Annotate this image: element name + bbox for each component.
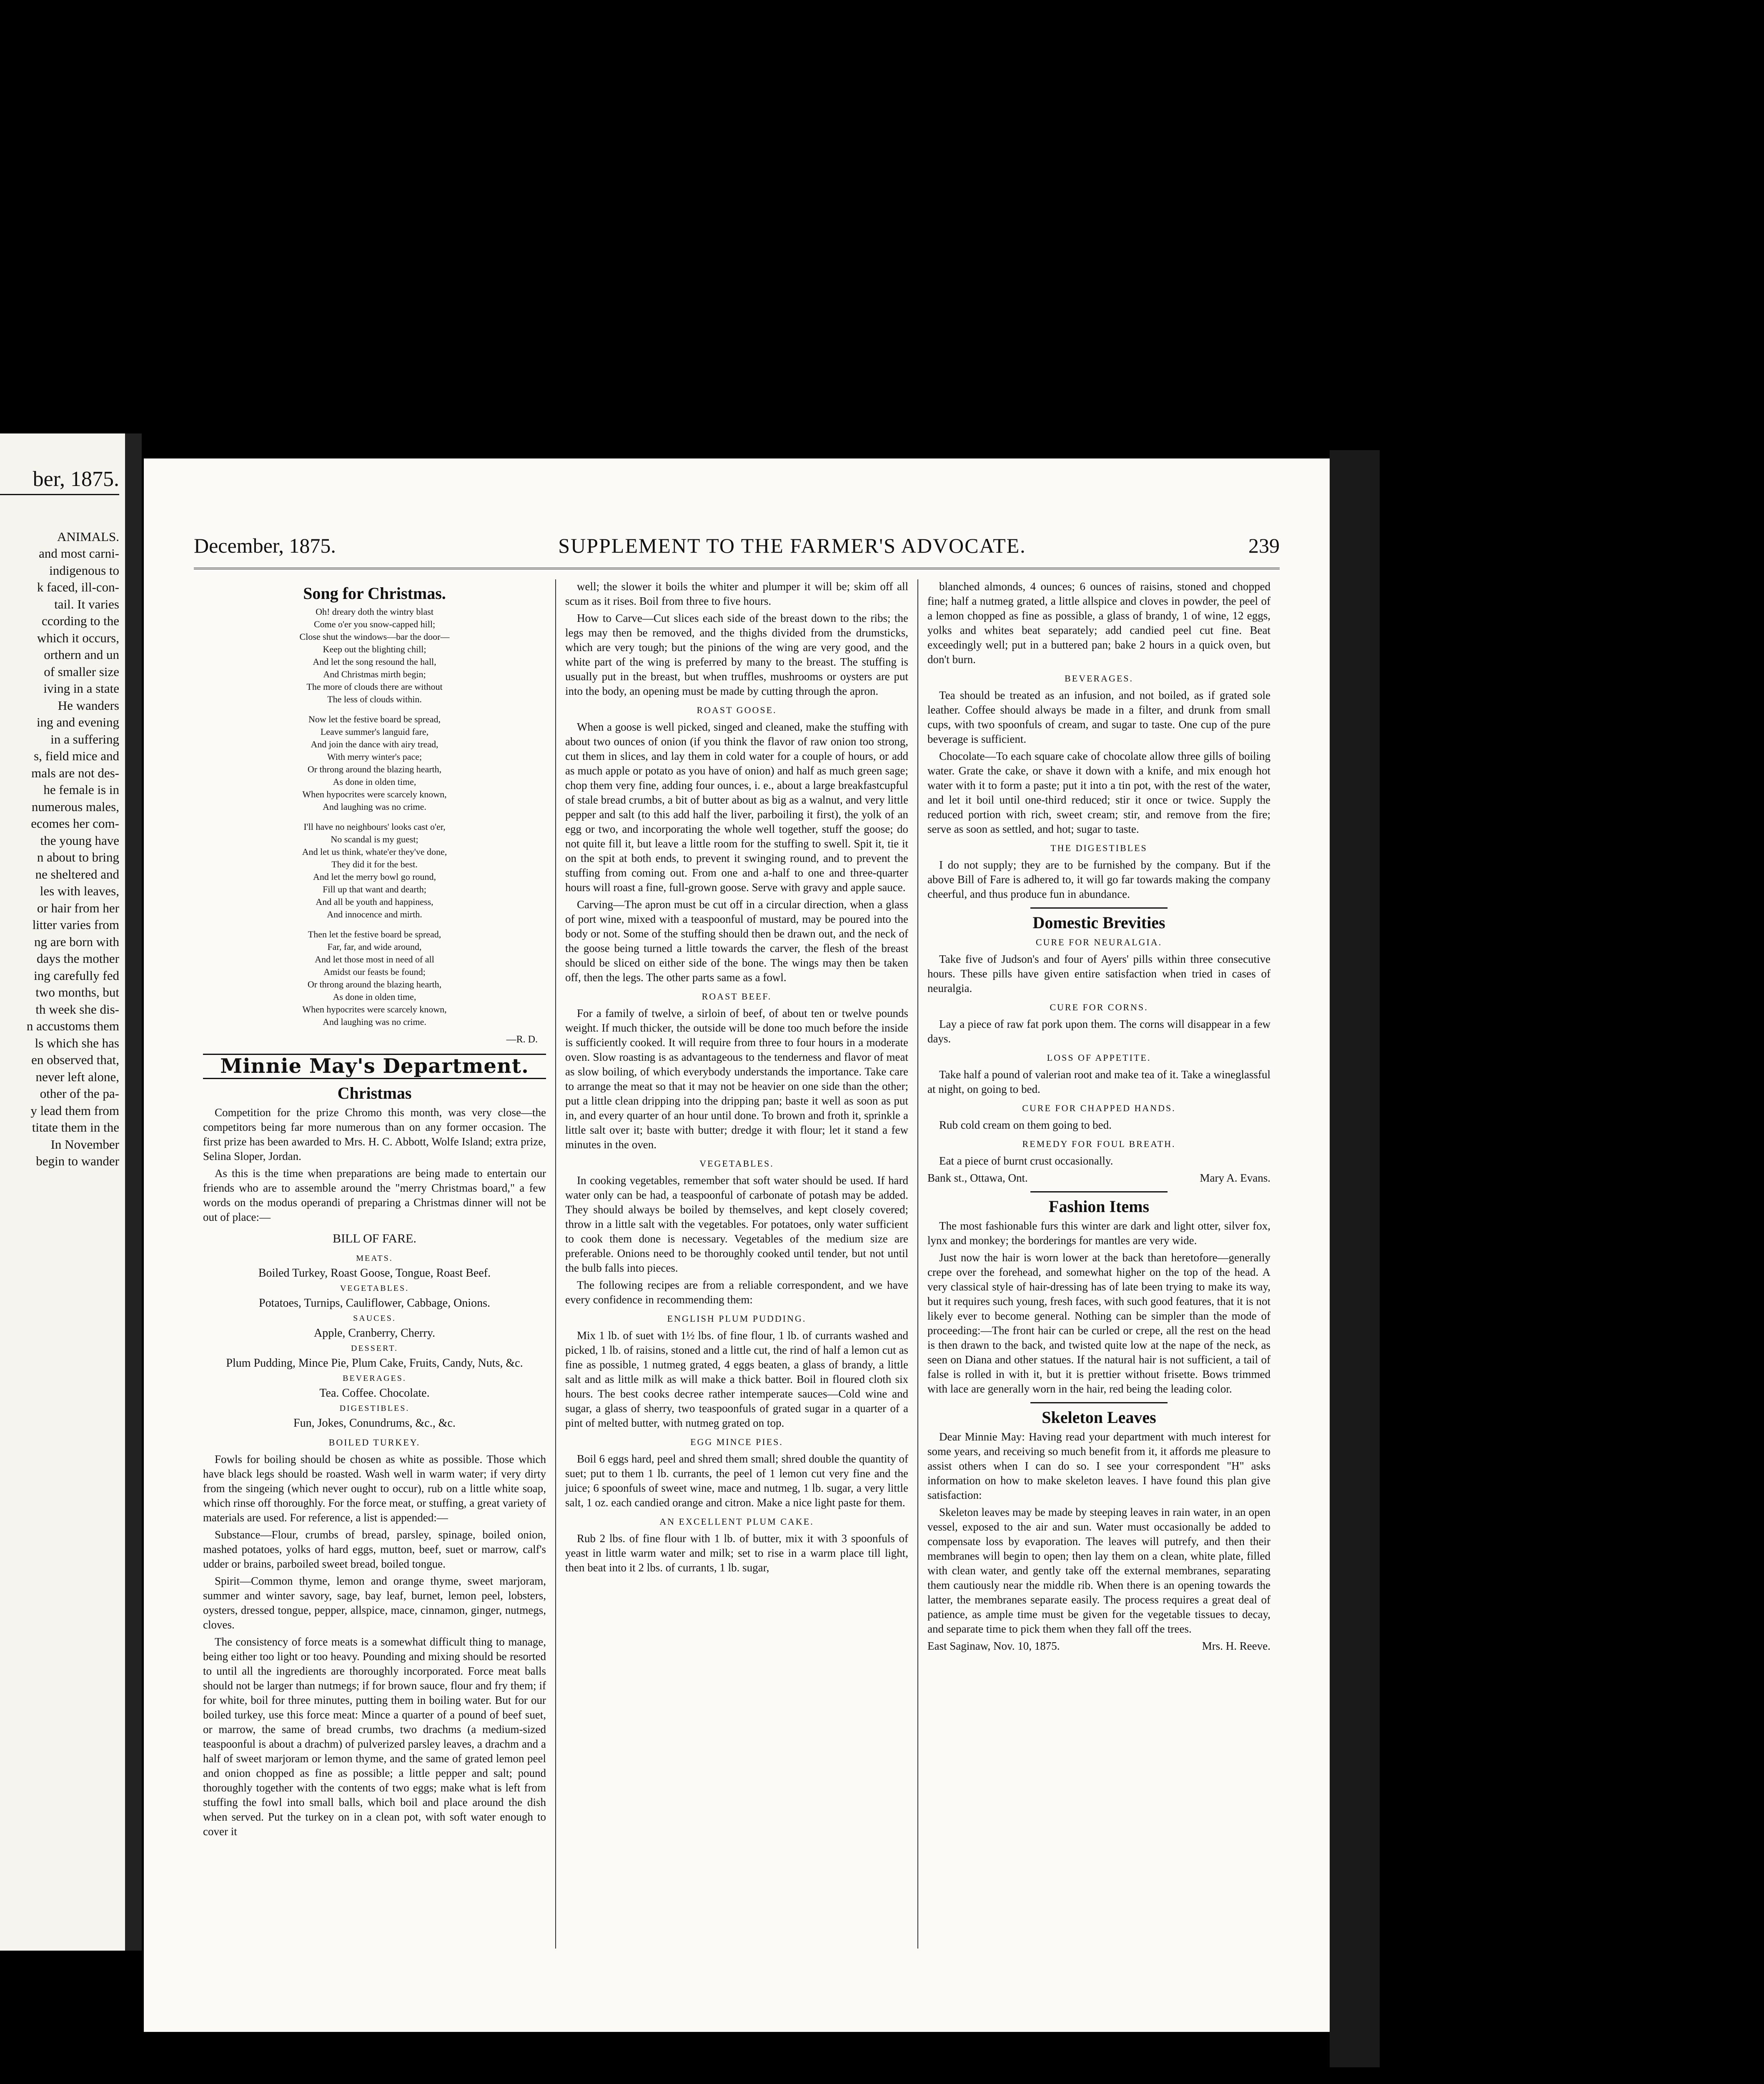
column-1	[194, 579, 556, 1949]
publication-title: SUPPLEMENT TO THE FARMER'S ADVOCATE.	[558, 534, 1026, 557]
poem-line: They did it for the best.	[331, 859, 418, 869]
paragraph: When a goose is well picked, singed and cleaned, make the stuffing with about two ounces of onion (if you think the flavor of raw onion too strong, cut them in slices, and lay them in cold water for a couple of hours, or add as much apple or potato as you have of onion) and half as much green sage; chop them very fine, adding four ounces, i. e., about a large breakfastcupful of stale bread crumbs, a bit of butter about as big as a walnut, and very little pepper and salt (to this add half the liver, parboiling it first), the yolk of an egg or two, and incorporating the whole well together, stuff the goose; do not quite fill it, but leave a little room for the stuffing to swell. Spit it, tie it on the spit at both ends, to prevent it swinging round, and to prevent the stuffing from coming out. From one and a-half to one and three-quarter hours will roast a fine, full-grown goose. Serve with gravy and apple sauce.	[565, 721, 908, 894]
poem-line: Or throng around the blazing hearth,	[307, 979, 442, 989]
facing-page-line: and most carni-	[39, 546, 119, 561]
beverages-text	[927, 688, 1270, 837]
newspaper-page	[144, 458, 1330, 2032]
column-3	[918, 579, 1280, 1949]
plum-cake-text	[565, 1531, 908, 1575]
poem-line: As done in olden time,	[333, 776, 416, 787]
paragraph: Skeleton leaves may be made by steeping leaves in rain water, in an open vessel, exposed to the air and sun. Water must occasionally be added to compensate loss by evaporation. The leaves will putrefy, and then their membranes will begin to open; then lay them on a clean, white plate, filled with clean water, and gently take off the external membranes, separating them cautiously near the middle rib. When there is an opening towards the latter, the membranes separate easily. The process requires a great deal of patience, as ample time must be given for the vegetable tissues to decay, and separate time to pick them when they fall off the trees.	[927, 1506, 1270, 1635]
facing-page-line: en observed that,	[31, 1052, 119, 1067]
appetite-heading: LOSS OF APPETITE.	[1047, 1052, 1151, 1063]
mince-pies-heading: EGG MINCE PIES.	[690, 1437, 783, 1447]
poem-line: And let the song resound the hall,	[313, 656, 436, 667]
paragraph: How to Carve—Cut slices each side of the breast down to the ribs; the legs may then be removed, and the thighs divided from the drumsticks, which are very tough; but the pinions of the wing are very good, and the white part of the wing is preferred by many to the breast. The stuffing is usually put in the breast, but when truffles, mushrooms or oysters are put into the body, an opening must be made by cutting through the apron.	[565, 612, 908, 697]
facing-page-line: ls which she has	[35, 1035, 119, 1050]
facing-page-line: litter varies from	[32, 917, 119, 932]
divider	[1030, 1191, 1168, 1192]
facing-page-line: which it occurs,	[37, 630, 119, 645]
paragraph: well; the slower it boils the whiter and plumper it will be; skim off all scum as it rises. Boil from three to five hours.	[565, 580, 908, 607]
poem-line: When hypocrites were scarcely known,	[302, 789, 447, 799]
facing-page-line: n about to bring	[37, 850, 119, 864]
chapped-hands-text: Rub cold cream on them going to bed.	[939, 1119, 1112, 1131]
facing-page-line: He wanders	[58, 698, 119, 713]
paragraph: I do not supply; they are to be furnished by the company. But if the above Bill of Fare is adhered to, it will go far towards making the company cheerful, and thus produce fun in abundance.	[927, 859, 1270, 900]
divider	[1030, 907, 1168, 909]
roast-beef-heading: ROAST BEEF.	[702, 991, 772, 1002]
foul-breath-heading: REMEDY FOR FOUL BREATH.	[1022, 1139, 1176, 1149]
plum-cake-heading: AN EXCELLENT PLUM CAKE.	[659, 1516, 814, 1527]
poem-line: Oh! dreary doth the wintry blast	[316, 606, 433, 617]
issue-date: December, 1875.	[194, 534, 336, 557]
facing-page-line: y lead them from	[30, 1103, 119, 1118]
roast-goose-text	[565, 720, 908, 985]
paragraph: Fowls for boiling should be chosen as white as possible. Those which have black legs should be roasted. Wash well in warm water; if very dirty from the singeing (which never ought to occur), rub on a little white soap, which rinse off thoroughly. For the force meat, or stuffing, a great variety of materials are used. For reference, a list is appended:—	[203, 1453, 546, 1524]
facing-page-line: titate them in the	[32, 1120, 119, 1135]
paragraph: The consistency of force meats is a somewhat difficult thing to manage, being either too light or too heavy. Pounding and mixing should be resorted to until all the ingredients are thoroughly incorporated. Force meat balls should not be larger than nutmegs; if for brown sauce, flour and fry them; if for white, boil for three minutes, putting them in boiling water. But for our boiled turkey, use this force meat: Mince a quarter of a pound of beef suet, or marrow, the same of bread crumbs, two drachms (a medium-sized teaspoonful is about a drachm) of pulverized parsley leaves, a drachm and a half of sweet marjoram or lemon thyme, and the same of grated lemon peel and onion chopped as fine as possible; a little pepper and salt; pound thoroughly together with the contents of two eggs; make what is left from stuffing the fowl into small balls, which boil and place around the dish when served. Put the turkey on in a clean pot, with soft water enough to cover it	[203, 1636, 546, 1838]
menu-items: Potatoes, Turnips, Cauliflower, Cabbage, Onions.	[259, 1297, 490, 1310]
poem-signature: —R. D.	[506, 1034, 538, 1045]
poem-line: The more of clouds there are without	[306, 681, 443, 692]
appetite-text: Take half a pound of valerian root and make tea of it. Take a wineglassful at night, on going to bed.	[927, 1068, 1270, 1095]
paragraph: For a family of twelve, a sirloin of beef, of about ten or twelve pounds weight. If much thicker, the outside will be done too much before the inside is sufficiently cooked. It will require from three to four hours in a moderate oven. Slow roasting is as advantageous to the tenderness and flavor of meat as slow boiling, of which everybody understands the importance. Take care to arrange the meat so that it may not be heavier on one side than the other; put a little clean dripping into the dripping pan; baste it well as soon as put in, and every quarter of an hour until done. To brown and froth it, sprinkle a little salt over it; baste with butter; dredge it with flour; let it stand a few minutes in the oven.	[565, 1007, 908, 1151]
poem-line: Or throng around the blazing hearth,	[307, 764, 442, 774]
poem-line: And join the dance with airy tread,	[311, 739, 438, 749]
menu-category: VEGETABLES.	[340, 1284, 409, 1293]
poem-line: And laughing was no crime.	[323, 802, 426, 812]
menu-category: DESSERT.	[351, 1344, 398, 1353]
skeleton-leaves-text	[927, 1430, 1270, 1636]
poem-line: And let the merry bowl go round,	[313, 872, 436, 882]
poem	[203, 606, 546, 1028]
poem-line: As done in olden time,	[333, 992, 416, 1002]
paragraph: Dear Minnie May: Having read your department with much interest for some years, and receiving so much benefit from it, it affords me pleasure to assist others when I can do so. I see your correspondent "H" asks information on how to make skeleton leaves. I have found this plan give satisfaction:	[927, 1430, 1270, 1501]
facing-page-line: the young have	[40, 833, 119, 848]
menu-category: DIGESTIBLES.	[339, 1404, 410, 1413]
facing-page-line: mals are not des-	[31, 765, 119, 780]
facing-page-line: of smaller size	[44, 664, 119, 679]
facing-page-line: numerous males,	[31, 799, 119, 814]
digestibles-heading: THE DIGESTIBLES	[1050, 843, 1148, 853]
paragraph: Substance—Flour, crumbs of bread, parsley, spinage, boiled onion, mashed potatoes, yolks of hard eggs, mutton, beef, suet or marrow, calf's udder or brains, parboiled sweet bread, boiled tongue.	[203, 1528, 546, 1570]
facing-page-line: two months, but	[35, 985, 119, 999]
chapped-hands-heading: CURE FOR CHAPPED HANDS.	[1022, 1103, 1176, 1113]
paragraph: Mix 1 lb. of suet with 1½ lbs. of fine flour, 1 lb. of currants washed and picked, 1 lb. of raisins, stoned and a little cut, the rind of half a lemon cut as fine as possible, 1 nutmeg grated, 4 eggs beaten, a glass of brandy, a little salt and as little milk as will make a thick batter. Boil in floured cloth six hours. The best cooks decree rather intemperate sauces—Cold wine and sugar, a glass of sherry, two teaspoonfuls of grated sugar in a quarter of a pint of melted butter, with nutmeg grated on top.	[565, 1329, 908, 1429]
menu-items: Fun, Jokes, Conundrums, &c., &c.	[293, 1417, 456, 1430]
poem-line: Come o'er you snow-capped hill;	[313, 619, 436, 629]
bill-of-fare	[203, 1251, 546, 1431]
paragraph: Boil 6 eggs hard, peel and shred them small; shred double the quantity of suet; put to them 1 lb. currants, the peel of 1 lemon cut very fine and the juice; 6 spoonfuls of sweet wine, mace and nutmeg, 1 lb. sugar, a very little salt, 1 oz. each candied orange and citron. Make a nice light paste for them.	[565, 1453, 908, 1509]
poem-line: Now let the festive board be spread,	[308, 714, 441, 724]
stanza-break	[203, 813, 546, 821]
plum-pudding-text	[565, 1328, 908, 1430]
poem-line: And laughing was no crime.	[323, 1017, 426, 1027]
boiled-turkey-heading: BOILED TURKEY.	[328, 1437, 421, 1448]
christmas-title: Christmas	[337, 1084, 412, 1102]
skeleton-signature	[927, 1639, 1270, 1653]
poem-line: And Christmas mirth begin;	[323, 669, 426, 679]
facing-page-line: ANIMALS.	[57, 529, 119, 544]
facing-page-line: begin to wander	[36, 1154, 119, 1168]
plum-cake-continued	[927, 579, 1270, 667]
facing-page-line: ing and evening	[36, 715, 119, 729]
paragraph: Just now the hair is worn lower at the back than heretofore—generally crepe over the forehead, and somewhat higher on the top of the head. A very classical style of hair-dressing has of late been trying to make its way, but it requires such young, fresh faces, with such good features, that it is not likely ever to become general. Nothing can be simpler than the mode of proceeding:—The front hair can be curled or crepe, all the rest on the head is then drawn to the back, and twisted quite low at the nape of the neck, as seen on Diana and other statues. If the natural hair is not sufficient, a tail of false is rolled in with it, but it is prettier without frisette. Bows trimmed with lace are generally worn in the hair, red being the leading color.	[927, 1251, 1270, 1395]
facing-page-line: ccording to the	[42, 614, 119, 628]
facing-page-line: never left alone,	[35, 1069, 119, 1084]
brevities-signature	[927, 1171, 1270, 1185]
facing-page-fragment	[0, 433, 125, 1951]
paragraph: The following recipes are from a reliable correspondent, and we have every confidence in recommending them:	[565, 1279, 908, 1306]
page-header	[194, 534, 1280, 569]
paragraph: Rub 2 lbs. of fine flour with 1 lb. of butter, mix it with 3 spoonfuls of yeast in little warm water and milk; set to rise in a warm place till light, then beat into it 2 lbs. of currants, 1 lb. sugar,	[565, 1532, 908, 1574]
facing-page-line: he female is in	[43, 782, 119, 797]
facing-page-line: n accustoms them	[26, 1019, 119, 1033]
facing-page-line: other of the pa-	[40, 1086, 119, 1101]
skeleton-author: Mrs. H. Reeve.	[1202, 1640, 1270, 1652]
paragraph: blanched almonds, 4 ounces; 6 ounces of raisins, stoned and chopped fine; half a nutmeg grated, a little allspice and cloves in powder, the peel of a lemon chopped as fine as possible, a glass of brandy, 1 of wine, 12 eggs, yolks and whites beat separately; add candied peel cut fine. Beat exceedingly well; put in a buttered pan; bake 2 hours in a quick oven, but don't burn.	[927, 580, 1270, 666]
fashion-items-title: Fashion Items	[1048, 1197, 1150, 1216]
poem-line: With merry winter's pace;	[327, 751, 422, 762]
poem-line: Amidst our feasts be found;	[323, 967, 426, 977]
stanza-break	[203, 706, 546, 713]
intro-paragraphs	[203, 1105, 546, 1225]
menu-category: BEVERAGES.	[343, 1374, 406, 1383]
poem-line: I'll have no neighbours' looks cast o'er,	[303, 822, 446, 832]
poem-line: And innocence and mirth.	[327, 909, 422, 919]
plum-pudding-heading: ENGLISH PLUM PUDDING.	[667, 1313, 807, 1324]
poem-line: Fill up that want and dearth;	[323, 884, 426, 894]
poem-line: And all be youth and happiness,	[316, 897, 433, 907]
skeleton-leaves-title: Skeleton Leaves	[1042, 1408, 1156, 1427]
paragraph: The most fashionable furs this winter are dark and light otter, silver fox, lynx and monkey; the borderings for mantles are very wide.	[927, 1220, 1270, 1247]
menu-items: Tea. Coffee. Chocolate.	[319, 1387, 430, 1400]
poem-line: Keep out the blighting chill;	[323, 644, 426, 654]
department-title: Minnie May's Department.	[203, 1054, 546, 1079]
paragraph: Competition for the prize Chromo this month, was very close—the competitors being far more numerous than on any former occasion. The first prize has been awarded to Mrs. H. C. Abbott, Wolfe Island; extra prize, Selina Sloper, Jordan.	[203, 1106, 546, 1162]
facing-page-line: ecomes her com-	[31, 816, 119, 831]
poem-line: Leave summer's languid fare,	[320, 726, 429, 737]
vegetables-heading: VEGETABLES.	[699, 1158, 774, 1169]
page-number: 239	[1248, 534, 1280, 557]
digestibles-text	[927, 858, 1270, 902]
corns-heading: CURE FOR CORNS.	[1050, 1002, 1148, 1012]
poem-line: The less of clouds within.	[327, 694, 422, 704]
roast-beef-text	[565, 1006, 908, 1152]
paragraph: Carving—The apron must be cut off in a circular direction, when a glass of port wine, mixed with a teaspoonful of mustard, may be poured into the body or not. Some of the stuffing should then be drawn out, and the neck of the goose being turned a little towards the carver, the flesh of the breast should be sliced on either side of the bone. The wings may then be taken off, then the legs. The other parts same as a fowl.	[565, 898, 908, 984]
brevities-author: Mary A. Evans.	[1200, 1172, 1270, 1184]
foul-breath-text: Eat a piece of burnt crust occasionally.	[939, 1155, 1113, 1167]
poem-line: Far, far, and wide around,	[327, 942, 422, 952]
page-edge-shadow	[1330, 450, 1380, 2067]
facing-page-line: th week she dis-	[35, 1002, 119, 1017]
facing-page-line: orthern and un	[44, 647, 119, 662]
facing-page-line: In November	[50, 1137, 119, 1152]
mince-pies-text	[565, 1452, 908, 1510]
paragraph: As this is the time when preparations are being made to entertain our friends who are to assemble around the "merry Christmas board," a few words on the modus operandi of preparing a Christmas dinner will not be out of place:—	[203, 1167, 546, 1223]
poem-title: Song for Christmas.	[303, 584, 446, 603]
brevities-place: Bank st., Ottawa, Ont.	[927, 1172, 1028, 1184]
facing-page-line: ne sheltered and	[35, 867, 119, 882]
domestic-brevities-title: Domestic Brevities	[1032, 913, 1165, 932]
skeleton-place: East Saginaw, Nov. 10, 1875.	[927, 1640, 1060, 1652]
facing-page-line: in a suffering	[50, 731, 119, 746]
menu-items: Plum Pudding, Mince Pie, Plum Cake, Fruits, Candy, Nuts, &c.	[226, 1357, 523, 1370]
facing-page-text	[0, 529, 119, 1170]
poem-line: And let us think, whate'er they've done,	[302, 847, 447, 857]
boiled-turkey-text	[203, 1452, 546, 1839]
menu-category: MEATS.	[356, 1254, 393, 1263]
column-2	[556, 579, 918, 1949]
facing-page-line: les with leaves,	[40, 884, 119, 898]
roast-goose-heading: ROAST GOOSE.	[697, 705, 777, 715]
neuralgia-heading: CURE FOR NEURALGIA.	[1035, 937, 1163, 947]
facing-page-line: days the mother	[36, 951, 119, 966]
menu-category: SAUCES.	[353, 1314, 396, 1323]
paragraph: Spirit—Common thyme, lemon and orange thyme, sweet marjoram, summer and winter savory, sage, bay leaf, burnet, lemon peel, lobsters, oysters, dressed tongue, pepper, allspice, mace, cinnamon, ginger, nutmegs, cloves.	[203, 1575, 546, 1631]
facing-page-line: tail. It varies	[54, 596, 119, 611]
poem-line: And let those most in need of all	[315, 954, 434, 964]
poem-line: Then let the festive board be spread,	[308, 929, 441, 939]
neuralgia-text: Take five of Judson's and four of Ayers' pills within three consecutive hours. These pills have given entire satisfaction when tried in cases of neuralgia.	[927, 953, 1270, 994]
turkey-continued	[565, 579, 908, 699]
paragraph: Chocolate—To each square cake of chocolate allow three gills of boiling water. Grate the cake, or shave it down with a knife, and mix enough hot water with it to form a paste; put it into a tin pot, with the rest of the water, and let it boil until one-third reduced; stir it once or twice. Supply the reduced portion with rich, sweet cream; stir, and remove from the fire; serve as soon as settled, and hot; sugar to taste.	[927, 750, 1270, 835]
menu-items: Boiled Turkey, Roast Goose, Tongue, Roast Beef.	[258, 1267, 491, 1280]
corns-text: Lay a piece of raw fat pork upon them. The corns will disappear in a few days.	[927, 1018, 1270, 1045]
page-gutter	[125, 433, 142, 1951]
facing-page-date: ber, 1875.	[0, 471, 119, 495]
facing-page-line: k faced, ill-con-	[37, 580, 119, 594]
poem-line: When hypocrites were scarcely known,	[302, 1004, 447, 1014]
facing-page-line: iving in a state	[43, 681, 119, 696]
poem-line: Close shut the windows—bar the door—	[299, 631, 450, 642]
paragraph: Tea should be treated as an infusion, and not boiled, as if grated sole leather. Coffee should always be made in a filter, and drunk from small cups, with two spoonfuls of cream, and sugar to taste. One cup of the pure beverage is sufficient.	[927, 689, 1270, 745]
facing-page-line: or hair from her	[37, 900, 119, 915]
bill-of-fare-title: BILL OF FARE.	[333, 1232, 416, 1245]
beverages-heading: BEVERAGES.	[1064, 673, 1134, 684]
paragraph: In cooking vegetables, remember that soft water should be used. If hard water only can be had, a teaspoonful of carbonate of potash may be added. They should always be boiled by themselves, and kept closely covered; throw in a little salt with the vegetables. For potatoes, only water sufficient to cook them done is necessary. Vegetables of the medium size are preferable. Onions need to be thoroughly cooked until tender, but not until the bulb falls into pieces.	[565, 1174, 908, 1274]
facing-page-line: s, field mice and	[34, 749, 119, 763]
menu-items: Apple, Cranberry, Cherry.	[313, 1327, 436, 1340]
stanza-break	[203, 921, 546, 928]
facing-page-line: ng are born with	[34, 934, 119, 949]
poem-line: No scandal is my guest;	[331, 834, 418, 844]
fashion-items-text	[927, 1219, 1270, 1396]
facing-page-line: indigenous to	[49, 563, 119, 578]
facing-page-line: ing carefully fed	[34, 968, 119, 983]
vegetables-text	[565, 1173, 908, 1307]
divider	[1030, 1402, 1168, 1403]
